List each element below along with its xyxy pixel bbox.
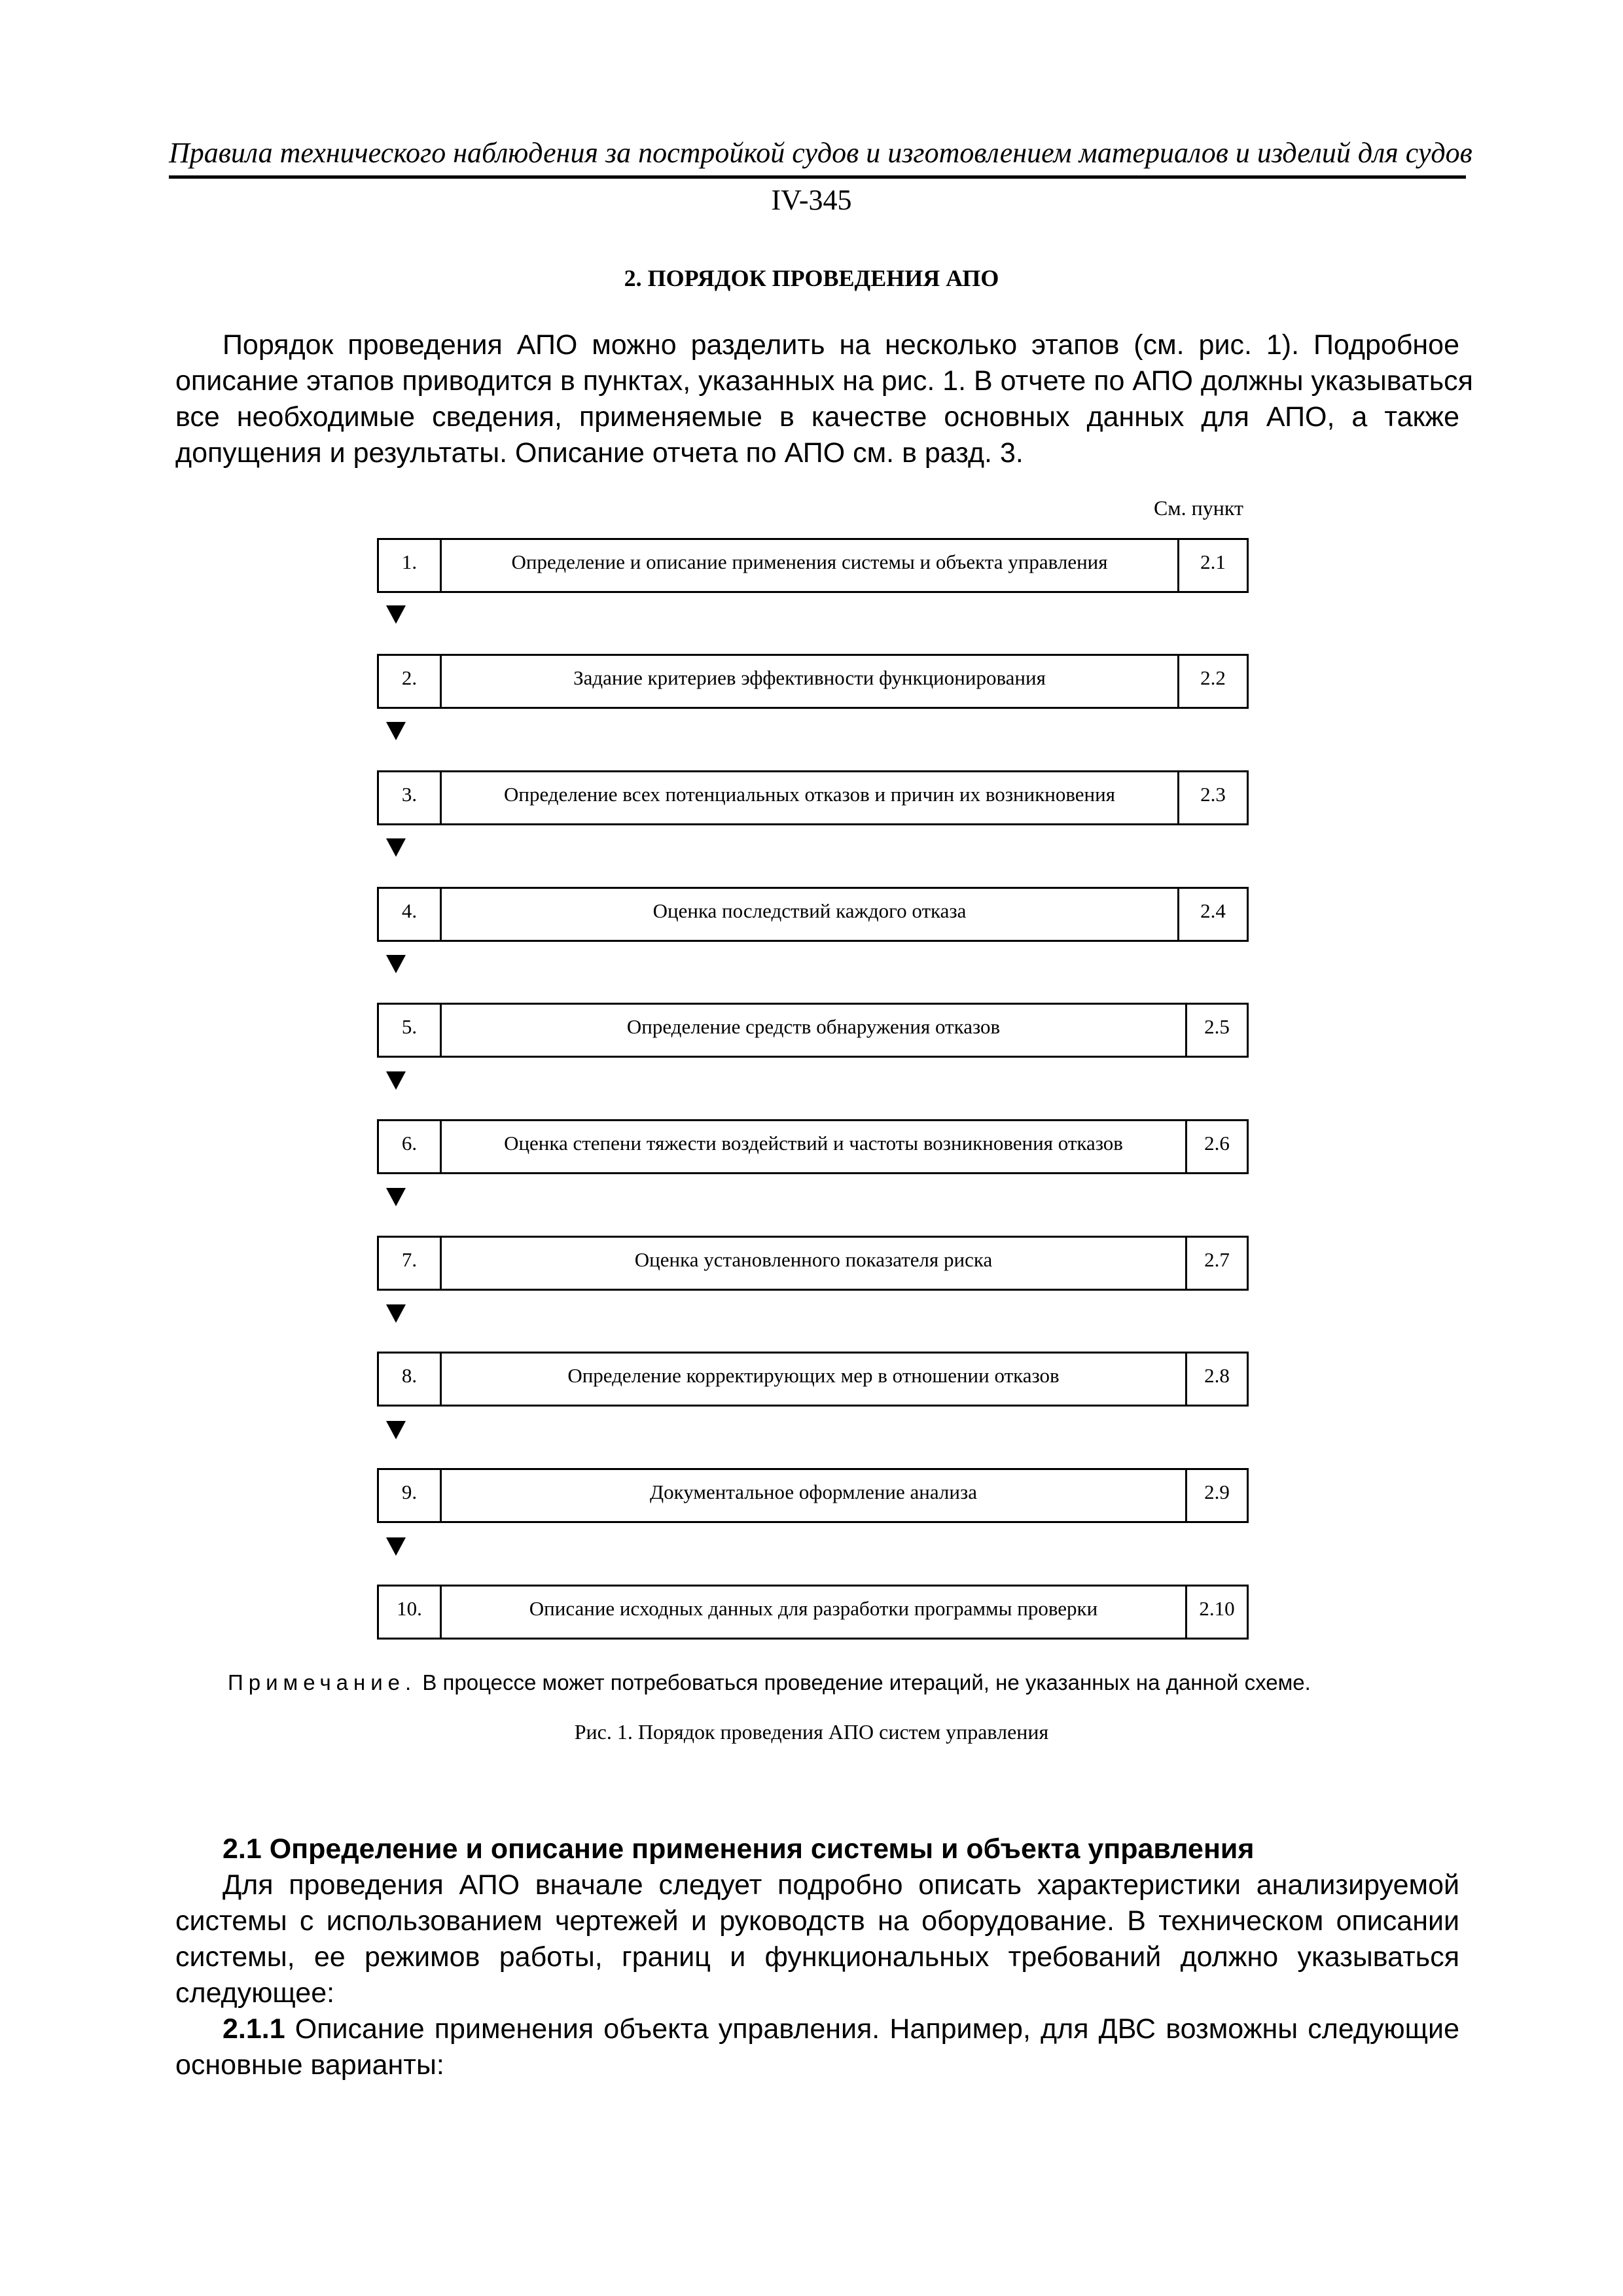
flow-step-reference: 2.2: [1177, 656, 1247, 707]
flow-step-reference: 2.4: [1177, 889, 1247, 940]
flow-step: [377, 887, 1249, 942]
paragraph-line: [175, 2011, 1459, 2047]
down-arrow-icon: [386, 955, 406, 973]
figure-caption: Рис. 1. Порядок проведения АПО систем управления: [574, 1720, 1049, 1744]
down-arrow-icon: [386, 1188, 406, 1206]
flow-step-reference: 2.1: [1177, 540, 1247, 591]
flow-step-reference: 2.5: [1185, 1005, 1247, 1056]
flow-step-number: 3.: [379, 772, 442, 823]
flow-step-text: Определение корректирующих мер в отношении отказов: [567, 1364, 1060, 1387]
flow-step-number: 2.: [379, 656, 442, 707]
flow-step-number: 10.: [379, 1587, 442, 1638]
down-arrow-icon: [386, 1304, 406, 1323]
flow-step-text: Оценка степени тяжести воздействий и частоты возникновения отказов: [504, 1132, 1123, 1155]
flow-step: [377, 1236, 1249, 1291]
down-arrow-icon: [386, 838, 406, 857]
flow-step-text: Определение всех потенциальных отказов и причин их возникновения: [503, 783, 1115, 806]
paragraph-line: системы с использованием чертежей и руководств на оборудование. В техническом описании: [175, 1905, 1459, 1937]
flow-step-reference: 2.7: [1185, 1238, 1247, 1289]
flow-step-text: Определение и описание применения системы и объекта управления: [511, 550, 1108, 573]
subsection-2-1: [175, 1831, 1459, 2083]
flow-step-text: Оценка последствий каждого отказа: [652, 899, 967, 922]
down-arrow-icon: [386, 605, 406, 624]
section-title: 2. ПОРЯДОК ПРОВЕДЕНИЯ АПО: [624, 265, 999, 291]
item-text: Описание применения объекта управления. Например, для ДВС возможны следующие: [294, 2013, 1459, 2045]
flow-step-number: 6.: [379, 1121, 442, 1172]
page-number: IV-345: [771, 184, 852, 216]
flow-step: [377, 1585, 1249, 1640]
item-number: 2.1.1: [223, 2013, 285, 2045]
flow-step-reference: 2.10: [1185, 1587, 1247, 1638]
paragraph-line: основные варианты:: [175, 2049, 444, 2081]
running-header-title: Правила технического наблюдения за постройкой судов и изготовлением материалов и изделий для судов: [169, 137, 1472, 169]
note-text: В процессе может потребоваться проведение итераций, не указанных на данной схеме.: [422, 1670, 1311, 1695]
intro-line: все необходимые сведения, применяемые в качестве основных данных для АПО, а также: [175, 401, 1459, 433]
flow-step: [377, 770, 1249, 825]
paragraph-line: Для проведения АПО вначале следует подробно описать характеристики анализируемой: [223, 1869, 1459, 1901]
paragraph-line: системы, ее режимов работы, границ и функциональных требований должно указываться: [175, 1941, 1459, 1973]
flow-step-number: 8.: [379, 1354, 442, 1405]
flow-step-number: 5.: [379, 1005, 442, 1056]
flow-step-number: 7.: [379, 1238, 442, 1289]
note-label: Примечание.: [228, 1670, 417, 1695]
intro-line: допущения и результаты. Описание отчета по АПО см. в разд. 3.: [175, 437, 1024, 469]
flow-step: [377, 538, 1249, 593]
subsection-heading: 2.1 Определение и описание применения системы и объекта управления: [223, 1833, 1255, 1865]
intro-line: описание этапов приводится в пунктах, указанных на рис. 1. В отчете по АПО должны указываться: [175, 365, 1473, 397]
down-arrow-icon: [386, 1421, 406, 1439]
intro-line: Порядок проведения АПО можно разделить на несколько этапов (см. рис. 1). Подробное: [223, 329, 1459, 361]
flow-step: [377, 1468, 1249, 1523]
flow-step-reference: 2.3: [1177, 772, 1247, 823]
flowchart-column-header: См. пункт: [1154, 496, 1243, 520]
paragraph-line: следующее:: [175, 1977, 335, 2009]
flow-step: [377, 1119, 1249, 1174]
intro-paragraph: [175, 327, 1473, 471]
flow-step: [377, 654, 1249, 709]
flowchart-note: [228, 1670, 1311, 1695]
flow-step-number: 1.: [379, 540, 442, 591]
flow-step-text: Задание критериев эффективности функционирования: [573, 666, 1046, 689]
flow-step-reference: 2.6: [1185, 1121, 1247, 1172]
flow-step: [377, 1352, 1249, 1407]
flow-step-text: Описание исходных данных для разработки программы проверки: [529, 1597, 1098, 1620]
flow-step-text: Определение средств обнаружения отказов: [626, 1015, 1001, 1038]
down-arrow-icon: [386, 1071, 406, 1090]
down-arrow-icon: [386, 1537, 406, 1556]
flow-step-reference: 2.9: [1185, 1470, 1247, 1521]
flow-step-number: 4.: [379, 889, 442, 940]
header-rule: [169, 175, 1466, 179]
flow-step-text: Оценка установленного показателя риска: [634, 1248, 993, 1271]
flow-step-text: Документальное оформление анализа: [650, 1480, 977, 1503]
flow-step-number: 9.: [379, 1470, 442, 1521]
down-arrow-icon: [386, 722, 406, 740]
flow-step-reference: 2.8: [1185, 1354, 1247, 1405]
flow-step: [377, 1003, 1249, 1058]
